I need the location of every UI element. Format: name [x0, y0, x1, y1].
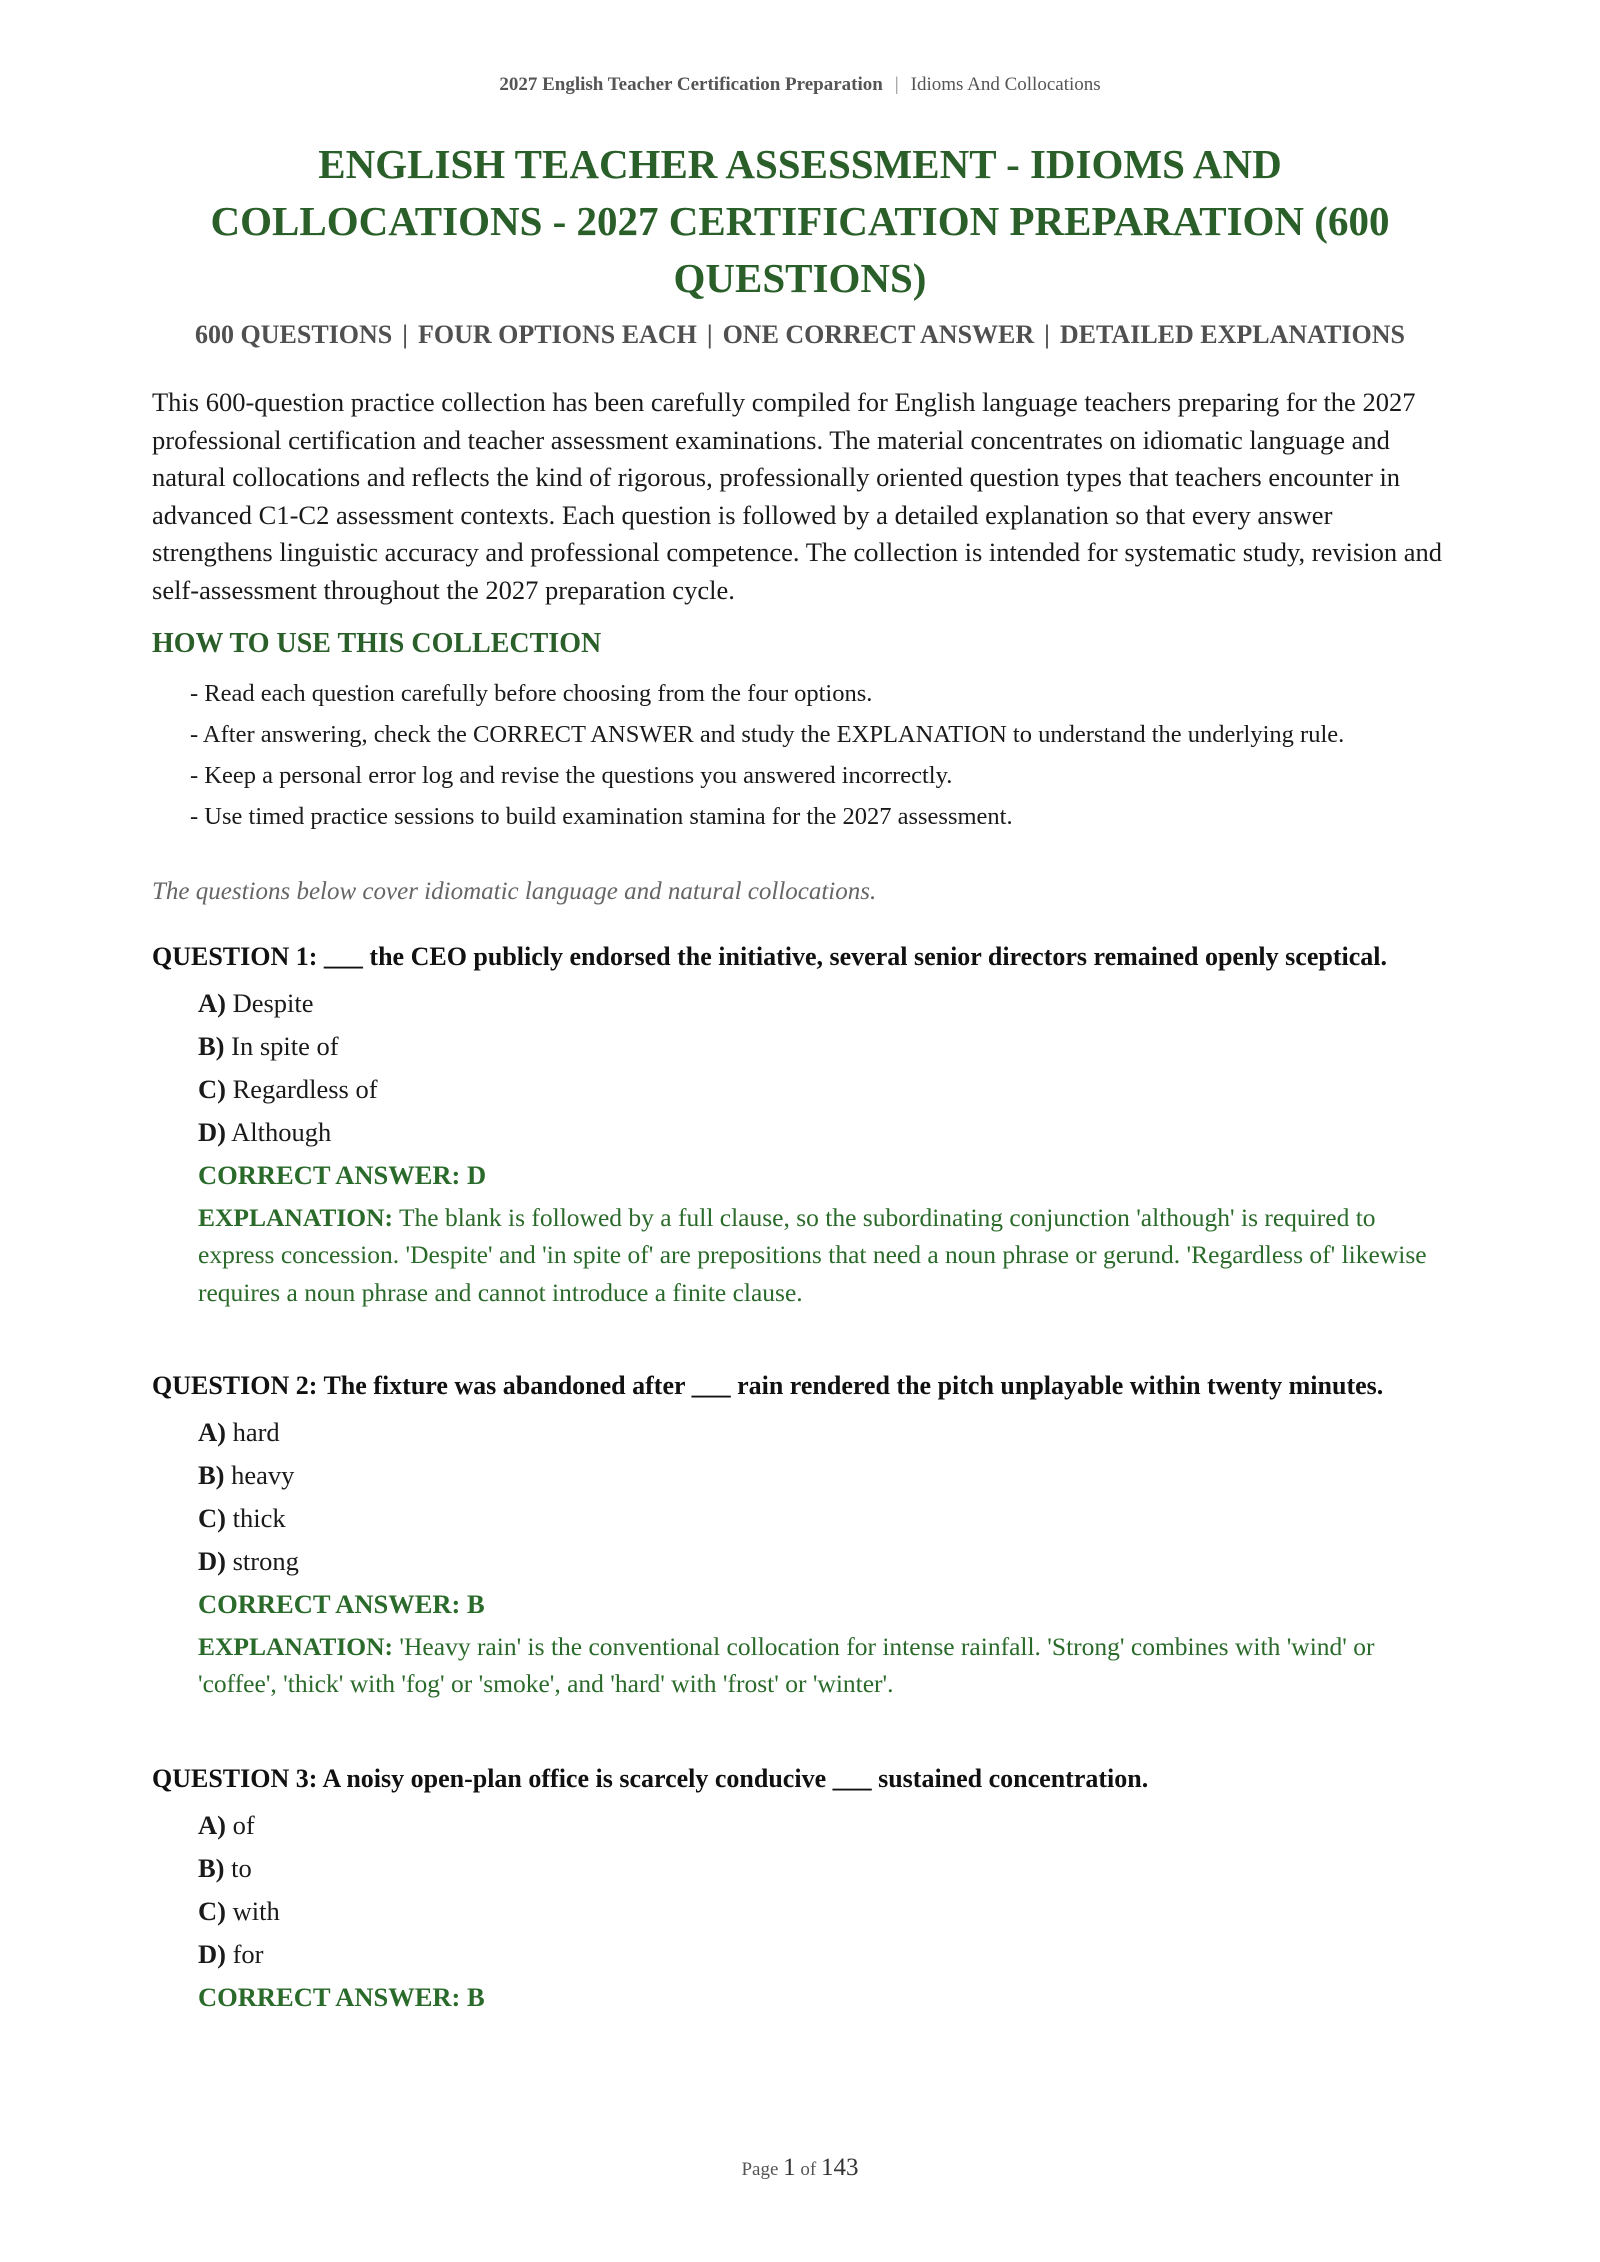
option-letter: B) [198, 1459, 225, 1490]
header-document-title: 2027 English Teacher Certification Preparation [499, 74, 883, 95]
question-2 [152, 1367, 1448, 1703]
footer-of-word: of [800, 2159, 817, 2180]
header-separator: | [894, 74, 899, 95]
correct-answer: CORRECT ANSWER: D [198, 1159, 487, 1190]
option-text: Although [231, 1116, 332, 1147]
subtitle-separator: | [1044, 320, 1050, 349]
option-text: to [231, 1852, 252, 1883]
explanation-label: EXPLANATION: [198, 1202, 394, 1232]
question-1 [152, 938, 1448, 1311]
option-text: Regardless of [232, 1073, 378, 1104]
option-d [198, 1933, 1448, 1976]
page-title: ENGLISH TEACHER ASSESSMENT - IDIOMS AND COLLOCATIONS - 2027 CERTIFICATION PREPARATION (600 QUESTIONS) [210, 141, 1390, 301]
option-c [198, 1497, 1448, 1540]
option-c [198, 1068, 1448, 1111]
option-b [198, 1454, 1448, 1497]
option-text: strong [232, 1545, 299, 1576]
option-letter: D) [198, 1545, 226, 1576]
option-c [198, 1890, 1448, 1933]
option-a [198, 1411, 1448, 1454]
question-text: QUESTION 3: A noisy open-plan office is scarcely conducive ___ sustained concentration. [152, 1764, 1149, 1793]
subtitle-item-explanations: DETAILED EXPLANATIONS [1059, 320, 1405, 349]
option-letter: A) [198, 1416, 226, 1447]
option-letter: D) [198, 1116, 226, 1147]
option-text: thick [232, 1502, 286, 1533]
footer-total-pages: 143 [821, 2154, 859, 2181]
option-letter: A) [198, 987, 226, 1018]
howto-item: - Use timed practice sessions to build examination stamina for the 2027 assessment. [190, 803, 1013, 830]
option-letter: B) [198, 1030, 225, 1061]
header-section-title: Idioms And Collocations [910, 74, 1101, 95]
howto-item: - After answering, check the CORRECT ANSWER and study the EXPLANATION to understand the underlying rule. [190, 721, 1345, 748]
option-letter: A) [198, 1809, 226, 1840]
option-b [198, 1025, 1448, 1068]
option-d [198, 1540, 1448, 1583]
option-letter: C) [198, 1895, 226, 1926]
option-d [198, 1111, 1448, 1154]
document-page [152, 0, 1448, 2262]
footer-page-word: Page [741, 2159, 779, 2180]
correct-answer: CORRECT ANSWER: B [198, 1981, 485, 2012]
option-text: for [232, 1938, 264, 1969]
option-text: heavy [231, 1459, 295, 1490]
question-text: QUESTION 2: The fixture was abandoned after ___ rain rendered the pitch unplayable within twenty minutes. [152, 1371, 1384, 1400]
option-letter: D) [198, 1938, 226, 1969]
option-letter: C) [198, 1502, 226, 1533]
subtitle-item-options: FOUR OPTIONS EACH [418, 320, 697, 349]
subtitle-item-answer: ONE CORRECT ANSWER [722, 320, 1035, 349]
option-a [198, 1804, 1448, 1847]
howto-item: - Read each question carefully before choosing from the four options. [190, 680, 873, 707]
question-3 [152, 1760, 1448, 2019]
explanation-text: The blank is followed by a full clause, so the subordinating conjunction 'although' is required to express concession. 'Despite' and 'in spite of' are prepositions that need a noun phrase or gerund. 'Regardless of' likewise requires a noun phrase and cannot introduce a finite clause. [198, 1202, 1427, 1307]
correct-answer: CORRECT ANSWER: B [198, 1588, 485, 1619]
option-text: with [232, 1895, 280, 1926]
running-header [152, 74, 1448, 96]
howto-item: - Keep a personal error log and revise the questions you answered incorrectly. [190, 762, 953, 789]
footer-page-number: 1 [783, 2154, 796, 2181]
option-text: of [232, 1809, 255, 1840]
subtitle-separator: | [402, 320, 409, 349]
intro-paragraph: This 600-question practice collection has been carefully compiled for English language teachers preparing for the 2027 professional certification and teacher assessment examinations. The material concentrates on idiomatic language and natural collocations and reflects the kind of rigorous, professionally oriented question types that teachers encounter in advanced C1-C2 assessment contexts. Each question is followed by a detailed explanation so that every answer strengthens linguistic accuracy and professional competence. The collection is intended for systematic study, revision and self-assessment throughout the 2027 preparation cycle. [152, 387, 1443, 605]
option-text: Despite [232, 987, 314, 1018]
page-footer [152, 2154, 1448, 2182]
option-letter: C) [198, 1073, 226, 1104]
howto-heading: HOW TO USE THIS COLLECTION [152, 628, 602, 659]
subtitle-bar [152, 320, 1448, 350]
option-text: hard [232, 1416, 280, 1447]
option-b [198, 1847, 1448, 1890]
howto-list [190, 676, 1448, 840]
explanation [198, 1199, 1448, 1312]
question-text: QUESTION 1: ___ the CEO publicly endorsed the initiative, several senior directors remained openly sceptical. [152, 942, 1387, 971]
option-letter: B) [198, 1852, 225, 1883]
subtitle-item-questions: 600 QUESTIONS [195, 320, 393, 349]
explanation-label: EXPLANATION: [198, 1631, 394, 1661]
option-text: In spite of [231, 1030, 339, 1061]
option-list [152, 1804, 1448, 1976]
option-a [198, 982, 1448, 1025]
explanation [198, 1628, 1448, 1703]
explanation-text: 'Heavy rain' is the conventional collocation for intense rainfall. 'Strong' combines with 'wind' or 'coffee', 'thick' with 'fog' or 'smoke', and 'hard' with 'frost' or 'winter'. [198, 1631, 1375, 1698]
option-list [152, 1411, 1448, 1583]
subtitle-separator: | [706, 320, 713, 349]
coverage-note: The questions below cover idiomatic language and natural collocations. [152, 878, 877, 905]
option-list [152, 982, 1448, 1154]
